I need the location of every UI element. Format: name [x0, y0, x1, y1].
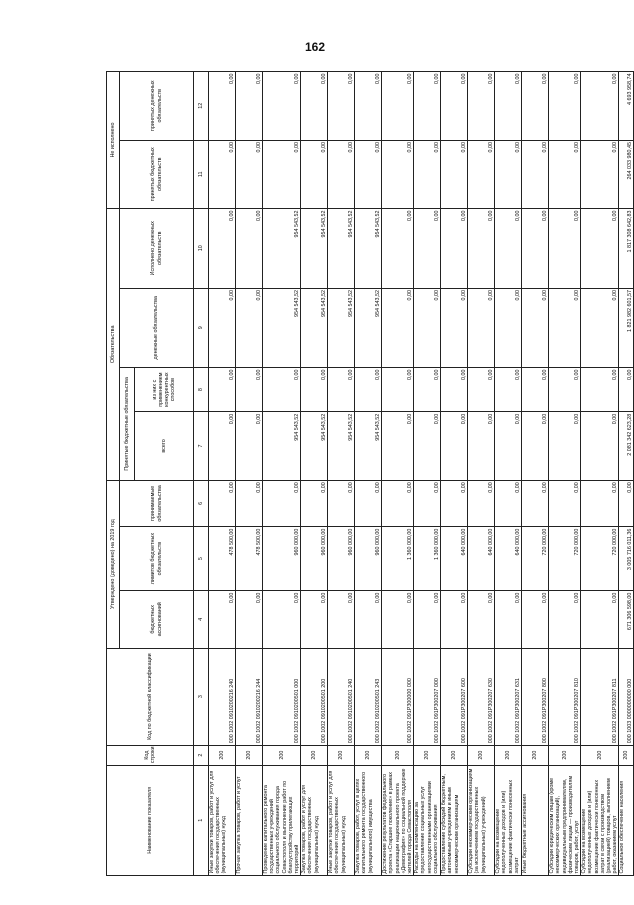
cell-total: 0,00 [236, 412, 263, 480]
cell-competitive: 0,00 [495, 368, 522, 412]
cell-not-executed-monetary: 0,00 [263, 72, 301, 141]
cell-not-executed-monetary: 0,00 [549, 72, 581, 141]
cell-total: 2 081 342 623,28 [619, 412, 634, 480]
header-executed-monetary: Исполнено денежных обязательств [120, 209, 194, 289]
cell-accepted-obligations: 0,00 [549, 480, 581, 526]
cell-executed-monetary: 954 543,52 [355, 209, 382, 289]
row-name: Проведение капитального ремонта государственных учреждений социального обслуживания города Севастополя и выполнение работ по благоустройству прилегающих территорий [263, 765, 301, 875]
cell-accepted-obligations: 0,00 [522, 480, 549, 526]
cell-not-executed-budget: 0,00 [549, 140, 581, 208]
col-number: 3 [194, 648, 209, 745]
cell-budget-allocations: 0,00 [328, 591, 355, 648]
row-code: 200 [619, 745, 634, 765]
cell-not-executed-budget: 0,00 [522, 140, 549, 208]
cell-monetary-obligations: 0,00 [581, 288, 619, 368]
row-code: 200 [441, 745, 468, 765]
table-row [301, 72, 328, 876]
cell-total: 0,00 [209, 412, 236, 480]
table-row [414, 72, 441, 876]
cell-accepted-obligations: 0,00 [301, 480, 328, 526]
cell-accepted-obligations: 0,00 [581, 480, 619, 526]
row-classification: 000 1002 0910200216 244 [236, 648, 263, 745]
col-number: 12 [194, 72, 209, 141]
cell-budget-allocations: 0,00 [236, 591, 263, 648]
cell-limits: 720 000,00 [549, 527, 581, 591]
col-number: 10 [194, 209, 209, 289]
cell-total: 0,00 [441, 412, 468, 480]
cell-executed-monetary: 1 817 308 642,83 [619, 209, 634, 289]
row-classification: 000 1002 0910200501 240 [328, 648, 355, 745]
cell-accepted-obligations: 0,00 [414, 480, 441, 526]
cell-executed-monetary: 954 543,52 [301, 209, 328, 289]
cell-monetary-obligations: 0,00 [209, 288, 236, 368]
col-number: 11 [194, 140, 209, 208]
cell-budget-allocations: 0,00 [581, 591, 619, 648]
row-classification: 000 1002 091P300207 800 [522, 648, 549, 745]
col-number: 9 [194, 288, 209, 368]
cell-monetary-obligations: 0,00 [468, 288, 495, 368]
cell-competitive: 0,00 [328, 368, 355, 412]
cell-competitive: 0,00 [468, 368, 495, 412]
header-limits: лимитов бюджетных обязательств [120, 527, 194, 591]
cell-executed-monetary: 0,00 [522, 209, 549, 289]
header-total: всего [135, 412, 194, 480]
row-code: 200 [468, 745, 495, 765]
cell-total: 0,00 [581, 412, 619, 480]
table-row [581, 72, 619, 876]
cell-monetary-obligations: 0,00 [522, 288, 549, 368]
col-number: 1 [194, 765, 209, 875]
row-code: 200 [263, 745, 301, 765]
row-code: 200 [414, 745, 441, 765]
cell-monetary-obligations: 0,00 [382, 288, 414, 368]
cell-budget-allocations: 0,00 [355, 591, 382, 648]
rotated-table-container [106, 71, 634, 876]
cell-budget-allocations: 0,00 [495, 591, 522, 648]
cell-executed-monetary: 0,00 [468, 209, 495, 289]
table-row [468, 72, 495, 876]
row-code: 200 [382, 745, 414, 765]
cell-monetary-obligations: 954 543,52 [301, 288, 328, 368]
cell-accepted-obligations: 0,00 [619, 480, 634, 526]
col-number: 5 [194, 527, 209, 591]
row-name: Предоставление субсидий бюджетным, автономным учреждениям и иным некоммерческим организациям [441, 765, 468, 875]
cell-accepted-obligations: 0,00 [468, 480, 495, 526]
header-not-executed-budget: принятых бюджетных обязательств [120, 140, 194, 208]
cell-not-executed-monetary: 0,00 [495, 72, 522, 141]
col-number: 6 [194, 480, 209, 526]
cell-not-executed-budget: 0,00 [382, 140, 414, 208]
cell-not-executed-monetary: 0,00 [468, 72, 495, 141]
header-budget-allocations: бюджетных ассигнований [120, 591, 194, 648]
table-row [355, 72, 382, 876]
row-classification: 000 1002 091P300207 600 [441, 648, 468, 745]
cell-executed-monetary: 0,00 [382, 209, 414, 289]
cell-limits: 478 500,00 [236, 527, 263, 591]
cell-budget-allocations: 671 306 598,00 [619, 591, 634, 648]
cell-budget-allocations: 0,00 [414, 591, 441, 648]
cell-not-executed-budget: 0,00 [468, 140, 495, 208]
cell-accepted-obligations: 0,00 [328, 480, 355, 526]
budget-table [106, 71, 634, 876]
cell-budget-allocations: 0,00 [382, 591, 414, 648]
cell-accepted-obligations: 0,00 [355, 480, 382, 526]
cell-monetary-obligations: 0,00 [441, 288, 468, 368]
cell-executed-monetary: 0,00 [441, 209, 468, 289]
table-row [263, 72, 301, 876]
cell-budget-allocations: 0,00 [263, 591, 301, 648]
cell-not-executed-budget: 0,00 [495, 140, 522, 208]
cell-not-executed-budget: 0,00 [441, 140, 468, 208]
cell-competitive: 0,00 [301, 368, 328, 412]
cell-competitive: 0,00 [209, 368, 236, 412]
row-name: Субсидии юридическим лицам (кроме некоммерческих организаций), индивидуальным предпринимателям, физическим лицам — производителям товаров, работ, услуг [549, 765, 581, 875]
row-code: 200 [495, 745, 522, 765]
cell-not-executed-budget: 0,00 [301, 140, 328, 208]
row-code: 200 [355, 745, 382, 765]
cell-accepted-obligations: 0,00 [209, 480, 236, 526]
header-accepted-obligations: принимаемые обязательства [120, 480, 194, 526]
col-number: 4 [194, 591, 209, 648]
cell-not-executed-budget: 0,00 [328, 140, 355, 208]
table-row [522, 72, 549, 876]
cell-total: 954 543,52 [355, 412, 382, 480]
cell-accepted-obligations: 0,00 [441, 480, 468, 526]
cell-total: 954 543,52 [301, 412, 328, 480]
cell-competitive: 0,00 [355, 368, 382, 412]
cell-limits: 960 000,00 [328, 527, 355, 591]
cell-limits: 1 360 000,00 [414, 527, 441, 591]
row-name: Субсидии на возмещение недополученных доходов и (или) возмещение фактически понесенных затрат в связи с производством (реализацией) товаров, выполнением работ, оказанием услуг [581, 765, 619, 875]
cell-not-executed-budget: 0,00 [263, 140, 301, 208]
header-competitive: из них с применением конкурентных способов [135, 368, 194, 412]
cell-not-executed-monetary: 0,00 [414, 72, 441, 141]
cell-not-executed-monetary: 0,00 [441, 72, 468, 141]
cell-not-executed-monetary: 4 693 958,74 [619, 72, 634, 141]
cell-executed-monetary: 0,00 [581, 209, 619, 289]
cell-executed-monetary: 954 543,52 [263, 209, 301, 289]
header-row-code: Код строки [107, 745, 194, 765]
row-classification: 000 1002 0910200501 243 [355, 648, 382, 745]
cell-budget-allocations: 0,00 [522, 591, 549, 648]
cell-budget-allocations: 0,00 [468, 591, 495, 648]
cell-limits: 720 000,00 [581, 527, 619, 591]
cell-monetary-obligations: 0,00 [414, 288, 441, 368]
row-name: Расходы на компенсацию за предоставление социальных услуг негосударственными организациями социального обслуживания [414, 765, 441, 875]
cell-budget-allocations: 0,00 [549, 591, 581, 648]
cell-monetary-obligations: 954 543,52 [328, 288, 355, 368]
header-obligations-group: Обязательства [107, 209, 120, 481]
cell-competitive: 0,00 [522, 368, 549, 412]
cell-limits: 960 000,00 [301, 527, 328, 591]
row-classification: 000 1002 091P300207 810 [549, 648, 581, 745]
cell-executed-monetary: 0,00 [549, 209, 581, 289]
table-row [209, 72, 236, 876]
header-name: Наименование показателя [107, 765, 194, 875]
row-classification: 000 1002 0910200501 200 [301, 648, 328, 745]
cell-not-executed-monetary: 0,00 [522, 72, 549, 141]
cell-budget-allocations: 0,00 [441, 591, 468, 648]
row-code: 200 [581, 745, 619, 765]
row-code: 200 [328, 745, 355, 765]
cell-competitive: 0,00 [549, 368, 581, 412]
row-code: 200 [236, 745, 263, 765]
header-approved-group: Утверждено (доведено) на 2019 год [107, 480, 120, 648]
cell-not-executed-monetary: 0,00 [581, 72, 619, 141]
cell-not-executed-monetary: 0,00 [382, 72, 414, 141]
cell-accepted-obligations: 0,00 [495, 480, 522, 526]
cell-limits: 640 000,00 [495, 527, 522, 591]
row-classification: 000 1002 091P300207 630 [468, 648, 495, 745]
cell-competitive: 0,00 [581, 368, 619, 412]
table-row [495, 72, 522, 876]
cell-total: 954 543,52 [328, 412, 355, 480]
cell-monetary-obligations: 954 543,52 [263, 288, 301, 368]
cell-not-executed-budget: 0,00 [236, 140, 263, 208]
table-row [328, 72, 355, 876]
cell-not-executed-budget: 0,00 [414, 140, 441, 208]
row-name: Субсидии на возмещение недополученных доходов и (или) возмещение фактически понесенных затрат [495, 765, 522, 875]
cell-not-executed-monetary: 0,00 [355, 72, 382, 141]
cell-limits: 960 000,00 [263, 527, 301, 591]
cell-total: 0,00 [468, 412, 495, 480]
row-classification: 000 1002 0910200216 240 [209, 648, 236, 745]
cell-not-executed-budget: 0,00 [209, 140, 236, 208]
cell-limits: 640 000,00 [468, 527, 495, 591]
cell-total: 0,00 [414, 412, 441, 480]
cell-accepted-obligations: 0,00 [382, 480, 414, 526]
row-name: Достижение результатов федерального проекта «Старшее поколение» в рамках реализации национального проекта «Демография» по социальной поддержке жителей города Севастополя [382, 765, 414, 875]
cell-not-executed-monetary: 0,00 [301, 72, 328, 141]
header-accepted-budget-group: Принятые бюджетные обязательства [120, 368, 135, 481]
cell-total: 0,00 [382, 412, 414, 480]
row-classification: 000 1002 091P300207 631 [495, 648, 522, 745]
cell-total: 0,00 [549, 412, 581, 480]
cell-total: 0,00 [522, 412, 549, 480]
row-name: Закупка товаров, работ, услуг в целях капитального ремонта государственного (муниципального) имущества [355, 765, 382, 875]
cell-executed-monetary: 0,00 [414, 209, 441, 289]
column-number-row [194, 72, 209, 876]
row-name: Иные бюджетные ассигнования [522, 765, 549, 875]
cell-competitive: 0,00 [236, 368, 263, 412]
row-code: 200 [209, 745, 236, 765]
row-name: Субсидии некоммерческим организациям (за исключением государственных (муниципальных) учреждений) [468, 765, 495, 875]
header-not-executed-group: Не исполнено [107, 72, 120, 209]
table-row [619, 72, 634, 876]
row-code: 200 [522, 745, 549, 765]
cell-limits: 478 500,00 [209, 527, 236, 591]
header-not-executed-monetary: принятых денежных обязательств [120, 72, 194, 141]
cell-not-executed-monetary: 0,00 [209, 72, 236, 141]
cell-budget-allocations: 0,00 [301, 591, 328, 648]
cell-competitive: 0,00 [619, 368, 634, 412]
row-name: Закупка товаров, работ и услуг для обеспечения государственных (муниципальных) нужд [301, 765, 328, 875]
cell-not-executed-monetary: 0,00 [328, 72, 355, 141]
table-row [441, 72, 468, 876]
header-classification-code: Код по бюджетной классификации [107, 648, 194, 745]
cell-competitive: 0,00 [382, 368, 414, 412]
cell-executed-monetary: 0,00 [209, 209, 236, 289]
cell-executed-monetary: 954 543,52 [328, 209, 355, 289]
cell-accepted-obligations: 0,00 [263, 480, 301, 526]
row-name: Иные закупки товаров, работ и услуг для обеспечения государственных (муниципальных) нужд [328, 765, 355, 875]
cell-budget-allocations: 0,00 [209, 591, 236, 648]
table-row [382, 72, 414, 876]
cell-executed-monetary: 0,00 [236, 209, 263, 289]
cell-monetary-obligations: 0,00 [236, 288, 263, 368]
row-name: Иные закупки товаров, работ и услуг для обеспечения государственных (муниципальных) нужд [209, 765, 236, 875]
cell-monetary-obligations: 0,00 [549, 288, 581, 368]
header-monetary-obligations: денежные обязательства [120, 288, 194, 368]
cell-not-executed-budget: 264 033 980,45 [619, 140, 634, 208]
cell-monetary-obligations: 954 543,52 [355, 288, 382, 368]
cell-limits: 1 360 000,00 [382, 527, 414, 591]
cell-limits: 3 005 716 011,36 [619, 527, 634, 591]
col-number: 8 [194, 368, 209, 412]
row-name: Прочая закупка товаров, работ и услуг [236, 765, 263, 875]
cell-not-executed-budget: 0,00 [581, 140, 619, 208]
cell-limits: 640 000,00 [441, 527, 468, 591]
cell-not-executed-monetary: 0,00 [236, 72, 263, 141]
cell-limits: 960 000,00 [355, 527, 382, 591]
col-number: 7 [194, 412, 209, 480]
page-number: 162 [304, 40, 326, 54]
cell-monetary-obligations: 0,00 [495, 288, 522, 368]
row-classification: 000 1002 0910200501 000 [263, 648, 301, 745]
row-classification: 000 1002 091P300207 811 [581, 648, 619, 745]
row-classification: 000 1002 091P300000 000 [382, 648, 414, 745]
cell-competitive: 0,00 [263, 368, 301, 412]
table-row [549, 72, 581, 876]
row-classification: 000 1002 091P300207 000 [414, 648, 441, 745]
cell-competitive: 0,00 [441, 368, 468, 412]
row-classification: 000 1003 0000000000 000 [619, 648, 634, 745]
row-code: 200 [301, 745, 328, 765]
col-number: 2 [194, 745, 209, 765]
row-name: Социальное обеспечение населения [619, 765, 634, 875]
cell-monetary-obligations: 1 821 982 601,57 [619, 288, 634, 368]
cell-total: 0,00 [495, 412, 522, 480]
table-row [236, 72, 263, 876]
row-code: 200 [549, 745, 581, 765]
cell-executed-monetary: 0,00 [495, 209, 522, 289]
cell-limits: 720 000,00 [522, 527, 549, 591]
cell-accepted-obligations: 0,00 [236, 480, 263, 526]
cell-total: 954 543,52 [263, 412, 301, 480]
cell-competitive: 0,00 [414, 368, 441, 412]
cell-not-executed-budget: 0,00 [355, 140, 382, 208]
table-body [209, 72, 634, 876]
